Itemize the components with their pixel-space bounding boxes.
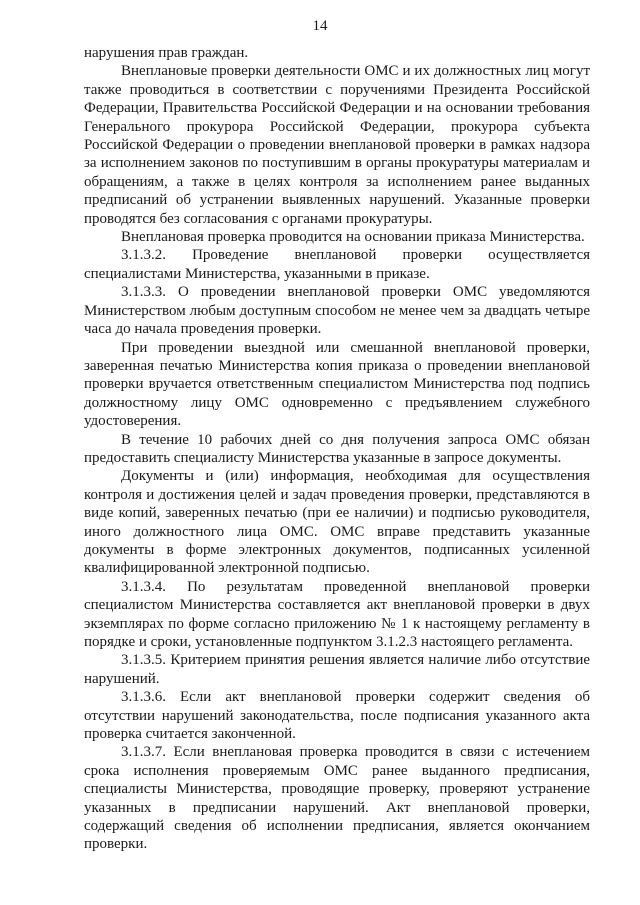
page-number: 14 [312,18,328,34]
paragraph: Внеплановые проверки деятельности ОМС и их должностных лиц могут также проводиться в соответствии с поручениями Президента Российской Федерации, Правительства Российской Федерации и на основании требования Генерального прокурора Российской Федерации, прокурора субъекта Российской Федерации о проведении внеплановой проверки в рамках надзора за исполнением законов по поступившим в органы прокуратуры материалам и обращениям, а также в целях контроля за исполнением ранее выданных предписаний об устранении выявленных нарушений. Указанные проверки проводятся без согласования с органами прокуратуры. [84,63,590,227]
paragraph: Внеплановая проверка проводится на основании приказа Министерства. [121,229,585,246]
paragraph: 3.1.3.2. Проведение внеплановой проверки осуществляется специалистами Министерства, указанными в приказе. [84,247,590,282]
paragraph: 3.1.3.6. Если акт внеплановой проверки содержит сведения об отсутствии нарушений законодательства, после подписания указанного акта проверка считается законченной. [84,689,590,743]
paragraph: Документы и (или) информация, необходимая для осуществления контроля и достижения целей и задач проведения проверки, представляются в виде копий, заверенных печатью (при ее наличии) и подписью руководителя, иного должностного лица ОМС. ОМС вправе представить указанные документы в форме электронных документов, подписанных усиленной квалифицированной электронной подписью. [84,468,590,577]
paragraph: В течение 10 рабочих дней со дня получения запроса ОМС обязан предоставить специалисту Министерства указанные в запросе документы. [84,431,590,466]
paragraph: нарушения прав граждан. [84,45,249,61]
paragraph: 3.1.3.5. Критерием принятия решения является наличие либо отсутствие нарушений. [84,652,590,687]
paragraph: 3.1.3.7. Если внеплановая проверка проводится в связи с истечением срока исполнения проверяемым ОМС ранее выданного предписания, специалисты Министерства, проводящие проверку, проверяют устранение указанных в предписании нарушений. Акт внеплановой проверки, содержащий сведения об исполнении предписания, является окончанием проверки. [84,744,590,853]
paragraph: 3.1.3.3. О проведении внеплановой проверки ОМС уведомляются Министерством любым доступным способом не менее чем за двадцать четыре часа до начала проведения проверки. [84,284,590,338]
document-body [84,44,590,854]
paragraph: При проведении выездной или смешанной внеплановой проверки, заверенная печатью Министерства копия приказа о проведении внеплановой проверки вручается ответственным специалистом Министерства под подпись должностному лицу ОМС одновременно с предъявлением служебного удостоверения. [84,339,590,430]
paragraph: 3.1.3.4. По результатам проведенной внеплановой проверки специалистом Министерства составляется акт внеплановой проверки в двух экземплярах по форме согласно приложению № 1 к настоящему регламенту в порядке и сроки, установленные подпунктом 3.1.2.3 настоящего регламента. [84,578,590,650]
